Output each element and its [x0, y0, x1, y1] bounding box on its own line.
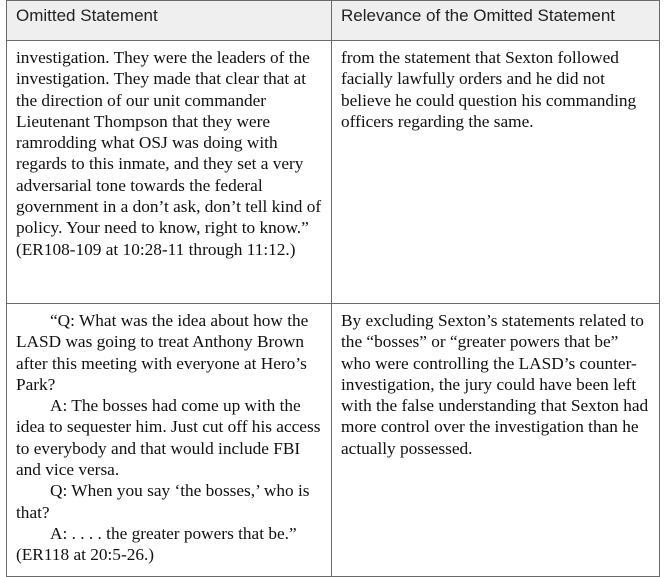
header-relevance: Relevance of the Omitted Statement: [332, 1, 660, 41]
omitted-statement-cell: [7, 41, 332, 304]
answer-text: A: The bosses had come up with the idea to sequester him. Just cut off his access to everybody and that would include FBI and vice versa.: [16, 396, 321, 480]
relevance-cell: [332, 304, 660, 577]
statements-table: [6, 0, 660, 577]
header-omitted-statement: Omitted Statement: [7, 1, 332, 41]
statement-text: investigation. They were the leaders of the investigation. They made that clear that at the direction of our unit commander Lieutenant Thompson that they were ramrodding what OSJ was doing with regards to this inmate, and they set a very adversarial tone towards the federal government in a don’t ask, don’t tell kind of policy. Your need to know, right to know.” (ER108-109 at 10:28-11 through 11:12.): [16, 48, 322, 259]
relevance-text: from the statement that Sexton followed facially lawfully orders and he did not believe he could question his commanding officers regarding the same.: [341, 48, 637, 131]
table-header-row: [7, 1, 660, 41]
question-text: Q: When you say ‘the bosses,’ who is that?: [16, 481, 310, 522]
relevance-cell: [332, 41, 660, 304]
omitted-statement-cell: [7, 304, 332, 577]
answer-text: A: . . . . the greater powers that be.” (ER118 at 20:5-26.): [16, 523, 297, 565]
question-text: “Q: What was the idea about how the LASD was going to treat Anthony Brown after this meeting with everyone at Hero’s Park?: [16, 311, 309, 394]
relevance-text: By excluding Sexton’s statements related to the “bosses” or “greater powers that be” who were controlling the LASD’s counter-investigation, the jury could have been left with the false understanding that Sexton had more control over the investigation than he actually possessed.: [341, 311, 649, 458]
table-row: [7, 41, 660, 304]
table-row: [7, 304, 660, 577]
